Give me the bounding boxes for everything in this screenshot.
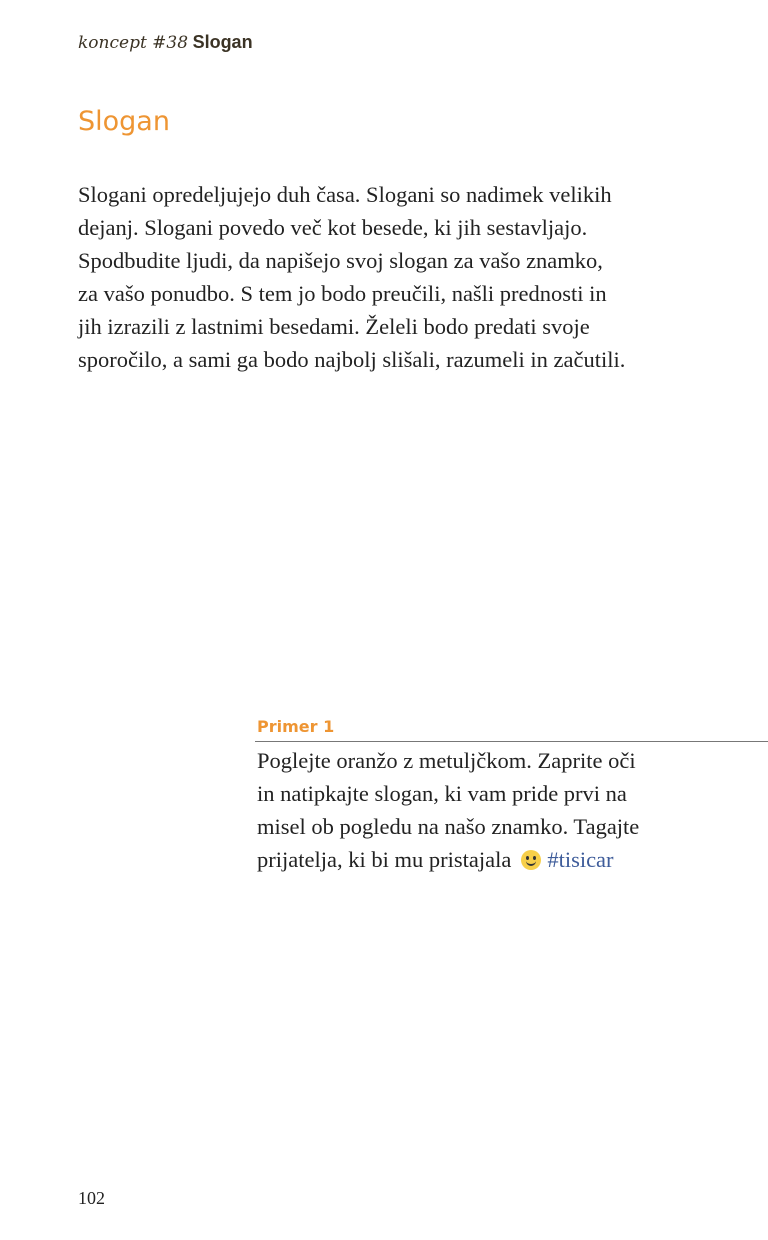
body-line: za vašo ponudbo. S tem jo bodo preučili, našli prednosti in (78, 281, 607, 306)
page-title: Slogan (78, 106, 170, 137)
body-line: jih izrazili z lastnimi besedami. Želeli bodo predati svoje (78, 314, 590, 339)
hashtag: #tisicar (547, 847, 614, 872)
page-number: 102 (78, 1188, 105, 1208)
example-title: Primer 1 (257, 717, 335, 736)
smiley-icon (521, 850, 541, 870)
body-line: Spodbudite ljudi, da napišejo svoj slogan za vašo znamko, (78, 248, 603, 273)
body-text (78, 178, 625, 376)
example-last-line (257, 843, 639, 876)
example-text (257, 744, 639, 876)
example-line: in natipkajte slogan, ki vam pride prvi na (257, 781, 627, 806)
body-line: Slogani opredeljujejo duh časa. Slogani so nadimek velikih (78, 182, 612, 207)
example-line: misel ob pogledu na našo znamko. Tagajte (257, 814, 640, 839)
body-line: dejanj. Slogani povedo več kot besede, ki jih sestavljajo. (78, 215, 588, 240)
running-head-title: Slogan (192, 32, 253, 52)
example-divider (255, 741, 768, 742)
example-line-text: prijatelja, ki bi mu pristajala (257, 847, 512, 872)
running-head (78, 32, 253, 53)
body-line: sporočilo, a sami ga bodo najbolj slišali, razumeli in začutili. (78, 347, 626, 372)
example-line: Poglejte oranžo z metuljčkom. Zaprite oči (257, 748, 636, 773)
running-head-prefix: koncept #38 (78, 33, 189, 53)
